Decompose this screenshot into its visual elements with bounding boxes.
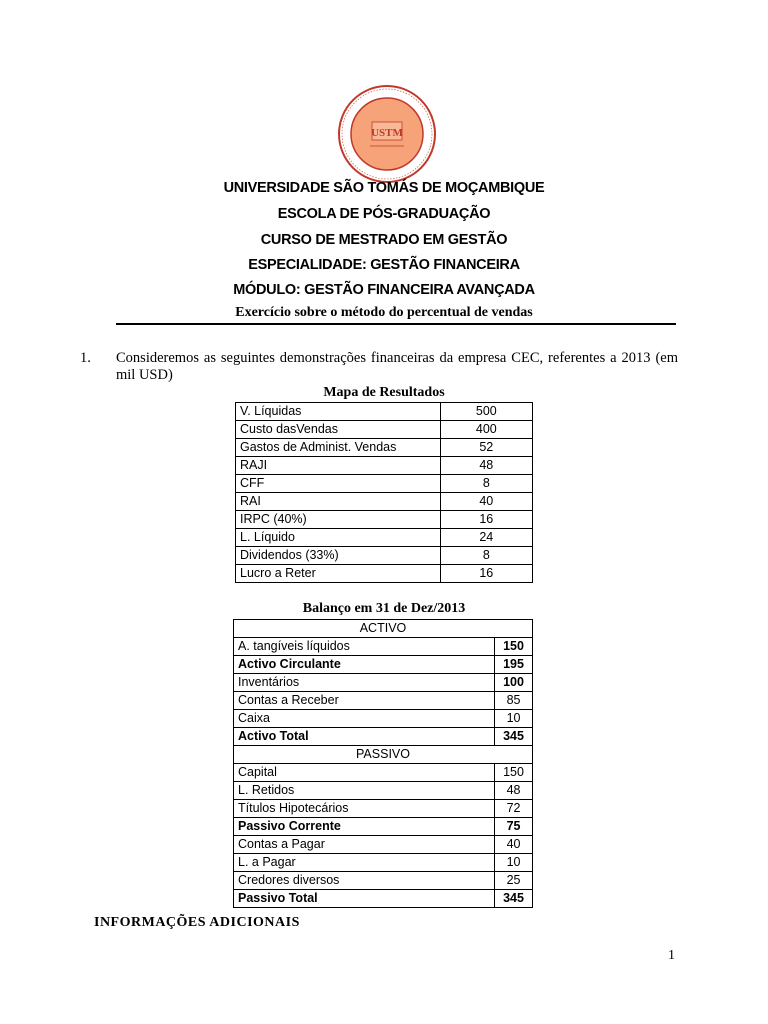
additional-info-heading: INFORMAÇÕES ADICIONAIS (94, 915, 300, 930)
row-value: 16 (440, 565, 532, 583)
row-label: L. a Pagar (234, 854, 495, 872)
table-row (234, 854, 533, 872)
table-row (234, 890, 533, 908)
header-divider (116, 323, 676, 325)
row-label: IRPC (40%) (236, 511, 441, 529)
row-label: L. Retidos (234, 782, 495, 800)
row-label: L. Líquido (236, 529, 441, 547)
row-label: Passivo Corrente (234, 818, 495, 836)
table-row (234, 656, 533, 674)
table-row (234, 872, 533, 890)
row-label: Passivo Total (234, 890, 495, 908)
row-value: 150 (495, 638, 533, 656)
row-label: RAJI (236, 457, 441, 475)
table-row (236, 403, 533, 421)
course-name: CURSO DE MESTRADO EM GESTÃO (260, 232, 508, 248)
table-row (236, 511, 533, 529)
row-value: 345 (495, 728, 533, 746)
row-label: A. tangíveis líquidos (234, 638, 495, 656)
income-statement-table (235, 402, 533, 583)
row-value: 345 (495, 890, 533, 908)
row-value: 52 (440, 439, 532, 457)
section-header-row (234, 746, 533, 764)
row-value: 16 (440, 511, 532, 529)
table-row (236, 493, 533, 511)
page-number: 1 (668, 948, 675, 963)
table-row (236, 565, 533, 583)
table-row (234, 800, 533, 818)
table-row (234, 638, 533, 656)
table-row (236, 421, 533, 439)
row-label: Inventários (234, 674, 495, 692)
row-value: 100 (495, 674, 533, 692)
table-row (236, 547, 533, 565)
balance-sheet-title: Balanço em 31 de Dez/2013 (302, 601, 466, 616)
row-value: 10 (495, 710, 533, 728)
row-value: 400 (440, 421, 532, 439)
section-header-row (234, 620, 533, 638)
row-value: 8 (440, 547, 532, 565)
table-row (234, 728, 533, 746)
income-statement-title: Mapa de Resultados (323, 385, 445, 400)
row-value: 48 (495, 782, 533, 800)
table-row (234, 710, 533, 728)
table-row (234, 674, 533, 692)
row-value: 150 (495, 764, 533, 782)
table-row (236, 439, 533, 457)
table-row (236, 529, 533, 547)
section-header: ACTIVO (234, 620, 533, 638)
row-value: 72 (495, 800, 533, 818)
row-label: Dividendos (33%) (236, 547, 441, 565)
table-row (234, 692, 533, 710)
table-row (236, 457, 533, 475)
table-row (236, 475, 533, 493)
row-label: CFF (236, 475, 441, 493)
row-label: Activo Circulante (234, 656, 495, 674)
row-value: 24 (440, 529, 532, 547)
row-label: Contas a Pagar (234, 836, 495, 854)
table-row (234, 782, 533, 800)
row-value: 195 (495, 656, 533, 674)
row-label: Custo dasVendas (236, 421, 441, 439)
module-name: MÓDULO: GESTÃO FINANCEIRA AVANÇADA (233, 282, 535, 298)
row-label: Credores diversos (234, 872, 495, 890)
school-name: ESCOLA DE PÓS-GRADUAÇÃO (277, 206, 491, 222)
row-value: 48 (440, 457, 532, 475)
row-value: 25 (495, 872, 533, 890)
row-label: RAI (236, 493, 441, 511)
question-number: 1. (80, 350, 91, 366)
balance-sheet-table (233, 619, 533, 908)
row-value: 85 (495, 692, 533, 710)
row-value: 8 (440, 475, 532, 493)
row-label: Caixa (234, 710, 495, 728)
table-row (234, 836, 533, 854)
row-value: 40 (440, 493, 532, 511)
university-name: UNIVERSIDADE SÃO TOMÁS DE MOÇAMBIQUE (223, 180, 545, 196)
question-text: Consideremos as seguintes demonstrações financeiras da empresa CEC, referentes a 2013 (em mil USD) (116, 350, 678, 383)
specialty-name: ESPECIALIDADE: GESTÃO FINANCEIRA (248, 257, 520, 273)
row-label: Contas a Receber (234, 692, 495, 710)
row-label: Capital (234, 764, 495, 782)
row-value: 40 (495, 836, 533, 854)
row-label: V. Líquidas (236, 403, 441, 421)
row-value: 10 (495, 854, 533, 872)
row-value: 500 (440, 403, 532, 421)
row-label: Activo Total (234, 728, 495, 746)
logo-center-text: USTM (371, 127, 403, 139)
university-logo (337, 84, 437, 184)
row-value: 75 (495, 818, 533, 836)
exercise-subtitle: Exercício sobre o método do percentual de vendas (235, 305, 533, 320)
table-row (234, 764, 533, 782)
table-row (234, 818, 533, 836)
row-label: Títulos Hipotecários (234, 800, 495, 818)
row-label: Lucro a Reter (236, 565, 441, 583)
row-label: Gastos de Administ. Vendas (236, 439, 441, 457)
section-header: PASSIVO (234, 746, 533, 764)
